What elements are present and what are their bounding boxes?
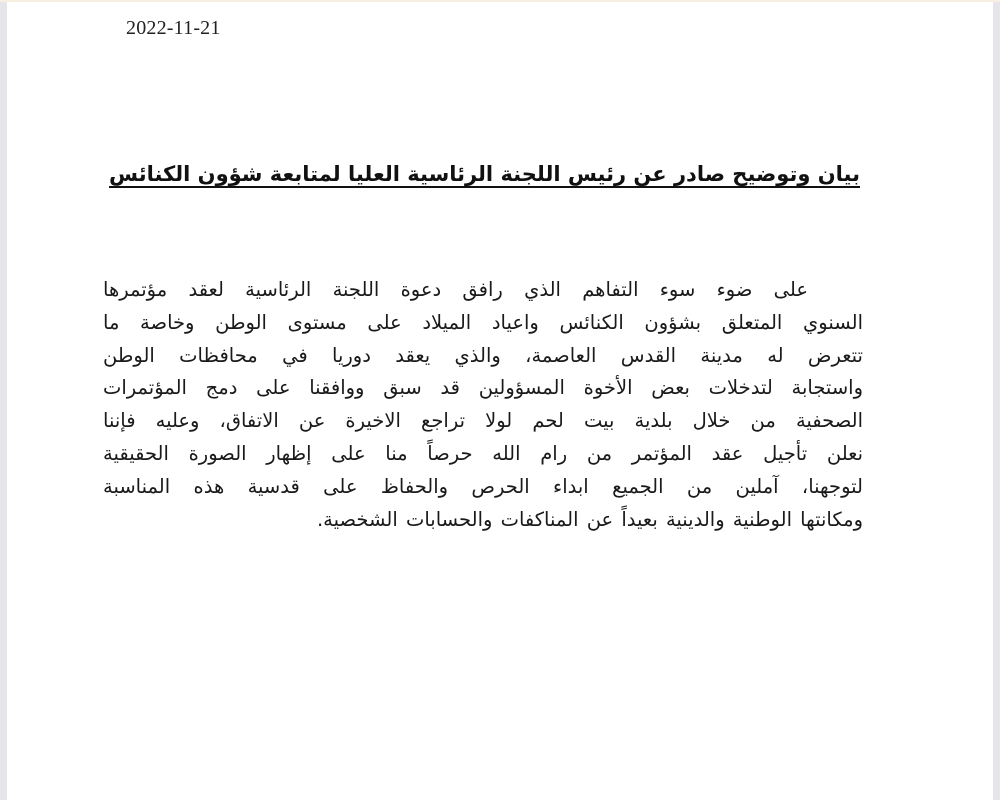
document-body	[103, 274, 863, 536]
document-date: 2022-11-21	[126, 17, 221, 39]
body-line: لتوجهنا، آملين من الجميع ابداء الحرص والحفاظ على قدسية هذه المناسبة	[103, 474, 863, 498]
body-line: تتعرض له مدينة القدس العاصمة، والذي يعقد دوريا في محافظات الوطن	[103, 343, 863, 367]
body-line: على ضوء سوء التفاهم الذي رافق دعوة اللجنة الرئاسية لعقد مؤتمرها	[103, 278, 808, 301]
body-line: نعلن تأجيل عقد المؤتمر من رام الله حرصاً منا على إظهار الصورة الحقيقية	[103, 441, 863, 465]
body-line: ومكانتها الوطنية والدينية بعيداً عن المناكفات والحسابات الشخصية.	[316, 507, 863, 531]
document-title: بيان وتوضيح صادر عن رئيس اللجنة الرئاسية العليا لمتابعة شؤون الكنائس	[109, 162, 860, 186]
document-page[interactable]	[7, 2, 993, 800]
body-line: السنوي المتعلق بشؤون الكنائس واعياد الميلاد على مستوى الوطن وخاصة ما	[103, 310, 863, 334]
body-line: واستجابة لتدخلات بعض الأخوة المسؤولين قد سبق ووافقنا على دمج المؤتمرات	[103, 376, 863, 400]
body-line: الصحفية من خلال بلدية بيت لحم لولا تراجع الاخيرة عن الاتفاق، وعليه فإننا	[103, 409, 863, 433]
